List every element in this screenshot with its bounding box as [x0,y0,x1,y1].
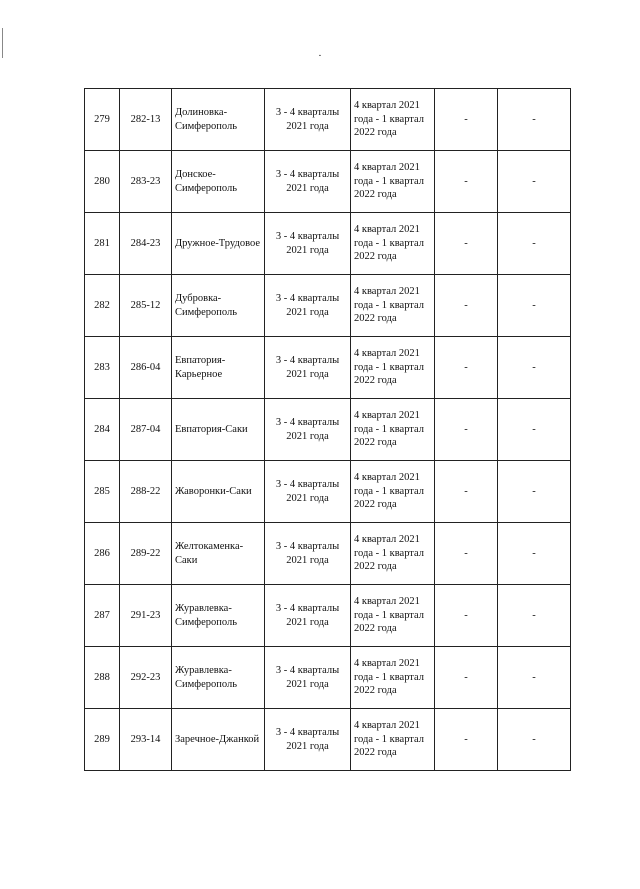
empty-value-cell: - [498,461,571,523]
row-number-cell: 285 [85,461,120,523]
term-cell: 4 квартал 2021 года - 1 квартал 2022 года [351,647,435,709]
route-name-cell: Жаворонки-Саки [172,461,265,523]
period-cell: 3 - 4 кварталы 2021 года [265,647,351,709]
empty-value-cell: - [498,585,571,647]
route-code-cell: 289-22 [120,523,172,585]
empty-value-cell: - [498,151,571,213]
empty-value-cell: - [435,151,498,213]
route-name-cell: Евпатория-Карьерное [172,337,265,399]
route-code-cell: 284-23 [120,213,172,275]
table-row [85,461,571,523]
table-row [85,213,571,275]
empty-value-cell: - [435,523,498,585]
routes-table [84,88,571,771]
table-row [85,151,571,213]
row-number-cell: 280 [85,151,120,213]
empty-value-cell: - [435,709,498,771]
empty-value-cell: - [435,213,498,275]
term-cell: 4 квартал 2021 года - 1 квартал 2022 года [351,461,435,523]
route-name-cell: Евпатория-Саки [172,399,265,461]
empty-value-cell: - [435,585,498,647]
empty-value-cell: - [435,337,498,399]
route-name-cell: Дубровка-Симферополь [172,275,265,337]
term-cell: 4 квартал 2021 года - 1 квартал 2022 года [351,709,435,771]
table-row [85,275,571,337]
period-cell: 3 - 4 кварталы 2021 года [265,275,351,337]
term-cell: 4 квартал 2021 года - 1 квартал 2022 года [351,523,435,585]
table-row [85,585,571,647]
empty-value-cell: - [498,709,571,771]
empty-value-cell: - [435,461,498,523]
term-cell: 4 квартал 2021 года - 1 квартал 2022 года [351,399,435,461]
term-cell: 4 квартал 2021 года - 1 квартал 2022 года [351,275,435,337]
table-row [85,647,571,709]
route-code-cell: 286-04 [120,337,172,399]
period-cell: 3 - 4 кварталы 2021 года [265,89,351,151]
row-number-cell: 282 [85,275,120,337]
row-number-cell: 283 [85,337,120,399]
period-cell: 3 - 4 кварталы 2021 года [265,213,351,275]
route-code-cell: 282-13 [120,89,172,151]
period-cell: 3 - 4 кварталы 2021 года [265,399,351,461]
route-code-cell: 288-22 [120,461,172,523]
route-code-cell: 292-23 [120,647,172,709]
period-cell: 3 - 4 кварталы 2021 года [265,709,351,771]
period-cell: 3 - 4 кварталы 2021 года [265,337,351,399]
empty-value-cell: - [498,647,571,709]
route-code-cell: 287-04 [120,399,172,461]
route-code-cell: 291-23 [120,585,172,647]
route-name-cell: Донское-Симферополь [172,151,265,213]
empty-value-cell: - [498,399,571,461]
route-code-cell: 283-23 [120,151,172,213]
period-cell: 3 - 4 кварталы 2021 года [265,151,351,213]
empty-value-cell: - [498,213,571,275]
route-code-cell: 285-12 [120,275,172,337]
route-name-cell: Заречное-Джанкой [172,709,265,771]
row-number-cell: 289 [85,709,120,771]
period-cell: 3 - 4 кварталы 2021 года [265,461,351,523]
row-number-cell: 288 [85,647,120,709]
route-name-cell: Дружное-Трудовое [172,213,265,275]
term-cell: 4 квартал 2021 года - 1 квартал 2022 года [351,151,435,213]
term-cell: 4 квартал 2021 года - 1 квартал 2022 года [351,585,435,647]
page-number: · [318,50,322,62]
row-number-cell: 287 [85,585,120,647]
row-number-cell: 281 [85,213,120,275]
term-cell: 4 квартал 2021 года - 1 квартал 2022 года [351,213,435,275]
route-name-cell: Журавлевка-Симферополь [172,585,265,647]
table-row [85,399,571,461]
empty-value-cell: - [498,523,571,585]
empty-value-cell: - [498,337,571,399]
row-number-cell: 284 [85,399,120,461]
row-number-cell: 279 [85,89,120,151]
table-row [85,337,571,399]
empty-value-cell: - [435,399,498,461]
empty-value-cell: - [498,275,571,337]
term-cell: 4 квартал 2021 года - 1 квартал 2022 года [351,337,435,399]
table-row [85,709,571,771]
period-cell: 3 - 4 кварталы 2021 года [265,585,351,647]
route-name-cell: Желтокаменка-Саки [172,523,265,585]
table-row [85,523,571,585]
route-name-cell: Журавлевка-Симферополь [172,647,265,709]
empty-value-cell: - [435,647,498,709]
routes-table-body [85,89,571,771]
term-cell: 4 квартал 2021 года - 1 квартал 2022 года [351,89,435,151]
route-code-cell: 293-14 [120,709,172,771]
row-number-cell: 286 [85,523,120,585]
table-row [85,89,571,151]
route-name-cell: Долиновка-Симферополь [172,89,265,151]
empty-value-cell: - [435,89,498,151]
empty-value-cell: - [498,89,571,151]
empty-value-cell: - [435,275,498,337]
period-cell: 3 - 4 кварталы 2021 года [265,523,351,585]
